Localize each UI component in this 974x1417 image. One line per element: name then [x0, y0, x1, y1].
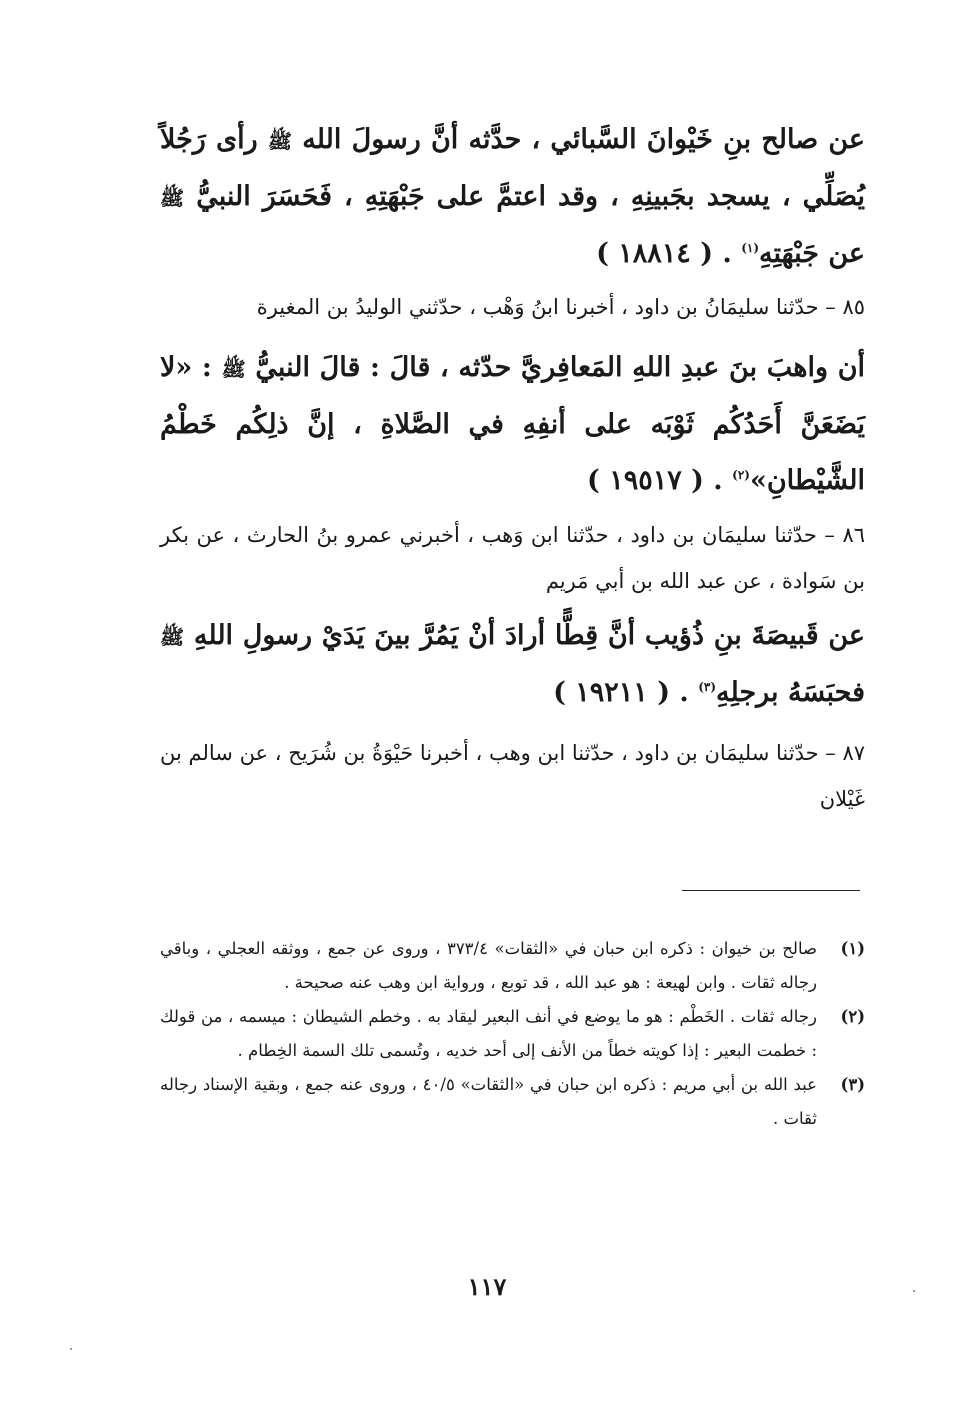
- salutation-glyph: ﷺ: [160, 625, 185, 649]
- salutation-glyph: ﷺ: [221, 357, 246, 381]
- hadith-reference: . ( ١٨٨١٤ ): [596, 238, 732, 269]
- isnad-text: ٨٥ – حدّثنا سليمَانُ بن داود ، أخبرنا ابنُ وَهْب ، حدّثني الوليدُ بن المغيرة: [256, 295, 865, 319]
- footnote-text: صالح بن خيوان : ذكره ابن حبان في «الثقات» ٣٧٣/٤ ، وروى عن جمع ، ووثقه العجلي ، وباقي رجاله ثقات . وابن لهيعة : هو عبد الله ، قد توبع ، ورواية ابن وهب عنه صحيحة .: [160, 939, 817, 992]
- matn-text-cont: رأى رَجُلاً يُصَلِّي ، يسجد بجَبينِهِ ، وقد اعتمَّ على جَبْهَتِهِ ، فَحَسَرَ النبيُّ: [160, 124, 865, 212]
- matn-text-end: عن جَبْهَتِهِ: [759, 238, 865, 269]
- hadith-87-isnad: [160, 730, 865, 822]
- hadith-reference: . ( ١٩٢١١ ): [553, 677, 689, 708]
- scan-speck: [70, 1348, 72, 1350]
- footnote-separator: [682, 890, 860, 891]
- footnote-3: [160, 1068, 865, 1136]
- hadith-85-isnad: [160, 284, 865, 330]
- footnote-text: رجاله ثقات . الخَطْم : هو ما يوضع في أنف البعير ليقاد به . وخطم الشيطان : ميسمه ، من قولك : خطمت البعير : إذا كويته خطاً من الأنف إلى أحد خديه ، وتُسمى تلك السمة الخِطام .: [160, 1007, 817, 1060]
- footnote-marker: (١): [741, 241, 760, 255]
- matn-text: عن قَبيصَةَ بنِ ذُؤيب أنَّ قِطًّا أرادَ أنْ يَمُرَّ بينَ يَدَيْ رسولِ اللهِ: [193, 620, 865, 651]
- hadith-86-isnad: [160, 512, 865, 604]
- salutation-glyph: ﷺ: [267, 129, 293, 153]
- isnad-text: ٨٦ – حدّثنا سليمَان بن داود ، حدّثنا ابن وَهب ، أخبرني عمرو بنُ الحارث ، عن بكر بن سَوادة ، عن عبد الله بن أبي مَريم: [160, 523, 865, 593]
- footnote-1: [160, 932, 865, 1000]
- scan-speck: [913, 1290, 915, 1292]
- footnote-number: (١): [840, 939, 865, 958]
- hadith-85-matn: [160, 340, 865, 509]
- hadith-84-matn: [160, 112, 865, 282]
- footnote-marker: (٢): [732, 468, 750, 482]
- footnotes: [160, 932, 865, 1136]
- footnote-number: (٣): [840, 1075, 865, 1094]
- footnote-number: (٢): [840, 1007, 865, 1026]
- footnote-marker: (٣): [698, 680, 717, 694]
- matn-text: أن واهبَ بنَ عبدِ اللهِ المَعافِريَّ حدّثه ، قالَ : قالَ النبيُّ: [255, 352, 866, 383]
- hadith-reference: . ( ١٩٥١٧ ): [587, 465, 723, 496]
- matn-text-cont: فحبَسَهُ برجلِهِ: [716, 677, 865, 708]
- matn-text-cont: : «لا يَضَعَنَّ أَحَدُكُم ثَوْبَه على أنفِهِ في الصَّلاةِ ، إنَّ ذلِكُم خَطْمُ الشَّيْطانِ»: [160, 352, 865, 496]
- salutation-glyph: ﷺ: [160, 186, 185, 210]
- matn-text: عن صالح بنِ خَيْوانَ السَّبائي ، حدَّثه أنَّ رسولَ الله: [302, 124, 865, 155]
- page-number: ١١٧: [467, 1272, 507, 1301]
- footnote-2: [160, 1000, 865, 1068]
- isnad-text: ٨٧ – حدّثنا سليمَان بن داود ، حدّثنا ابن وهب ، أخبرنا حَيْوَةُ بن شُرَيح ، عن سالم بن غَيْلان: [160, 741, 865, 811]
- hadith-86-matn: [160, 608, 865, 721]
- footnote-text: عبد الله بن أبي مريم : ذكره ابن حبان في «الثقات» ٤٠/٥ ، وروى عنه جمع ، وبقية الإسناد رجاله ثقات .: [160, 1075, 817, 1128]
